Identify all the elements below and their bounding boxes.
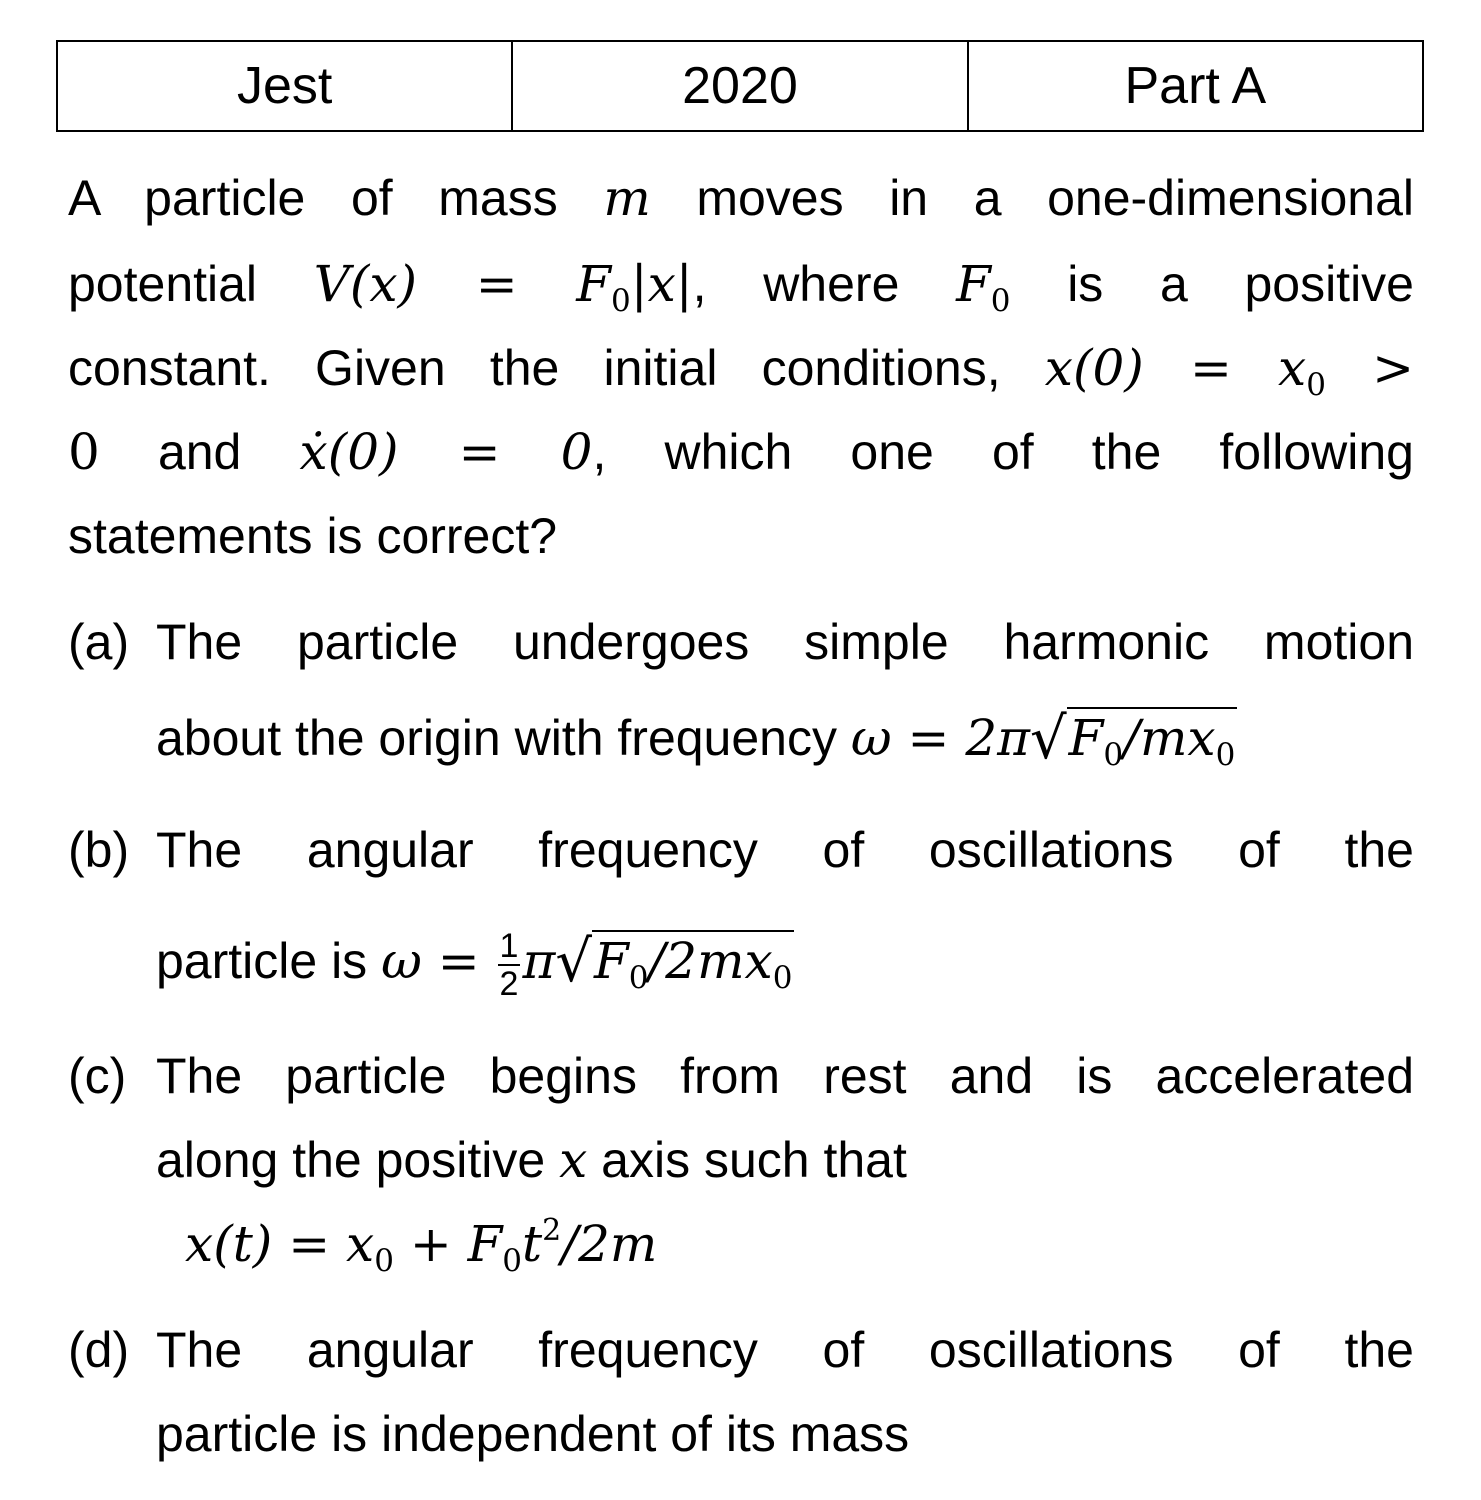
option-a-line-1: The particle undergoes simple harmonic motion — [156, 614, 1414, 670]
option-b-label: (b) — [68, 822, 130, 878]
option-b-line-2: particle is ω = $\frac{1}{2}$ $\pi√F_0/2mx_0$ — [156, 927, 793, 1003]
initial-velocity-equation: ẋ(0) = 0 — [299, 423, 593, 481]
option-c-equation: $x(t) = x_0 + F_0t^2/2m$ — [185, 1213, 658, 1279]
option-c-label: (c) — [68, 1048, 127, 1104]
sqrt-expression: $√F_0/mx_0$ — [1030, 704, 1236, 773]
potential-equation: $V(x) = F_0|x|$ — [313, 255, 693, 319]
option-c-line-1: The particle begins from rest and is accelerated — [156, 1048, 1414, 1104]
question-line-3: constant. Given the initial conditions, $x(0) = x_0$ > — [68, 339, 1415, 403]
question-line-2: potential $V(x) = F_0|x|$, where $F_0$ is a positive — [68, 255, 1414, 319]
option-a-line-2: about the origin with frequency $\omega = 2\pi√F_0/mx_0$ — [156, 704, 1236, 773]
option-d-label: (d) — [68, 1322, 130, 1378]
question-line-5: statements is correct? — [68, 508, 558, 564]
option-c-line-2: along the positive x axis such that — [156, 1131, 907, 1189]
question-line-4: 0 and ẋ(0) = 0, which one of the following — [68, 423, 1414, 481]
option-b-line-1: The angular frequency of oscillations of the — [156, 822, 1414, 878]
initial-position-equation: $x(0) = x_0$ > — [1044, 339, 1415, 403]
sqrt-expression: $√F_0/2mx_0$ — [555, 928, 793, 997]
option-d-line-1: The angular frequency of oscillations of the — [156, 1322, 1414, 1378]
option-a-label: (a) — [68, 614, 130, 670]
fraction: $\frac{1}{2}$ — [499, 927, 519, 1003]
exam-part-cell: Part A — [968, 41, 1423, 131]
exam-name-cell: Jest — [57, 41, 512, 131]
question-line-1: A particle of mass m moves in a one-dimensional — [68, 169, 1414, 227]
header-table — [56, 40, 1424, 132]
option-d-line-2: particle is independent of its mass — [156, 1406, 910, 1462]
exam-year-cell: 2020 — [512, 41, 967, 131]
